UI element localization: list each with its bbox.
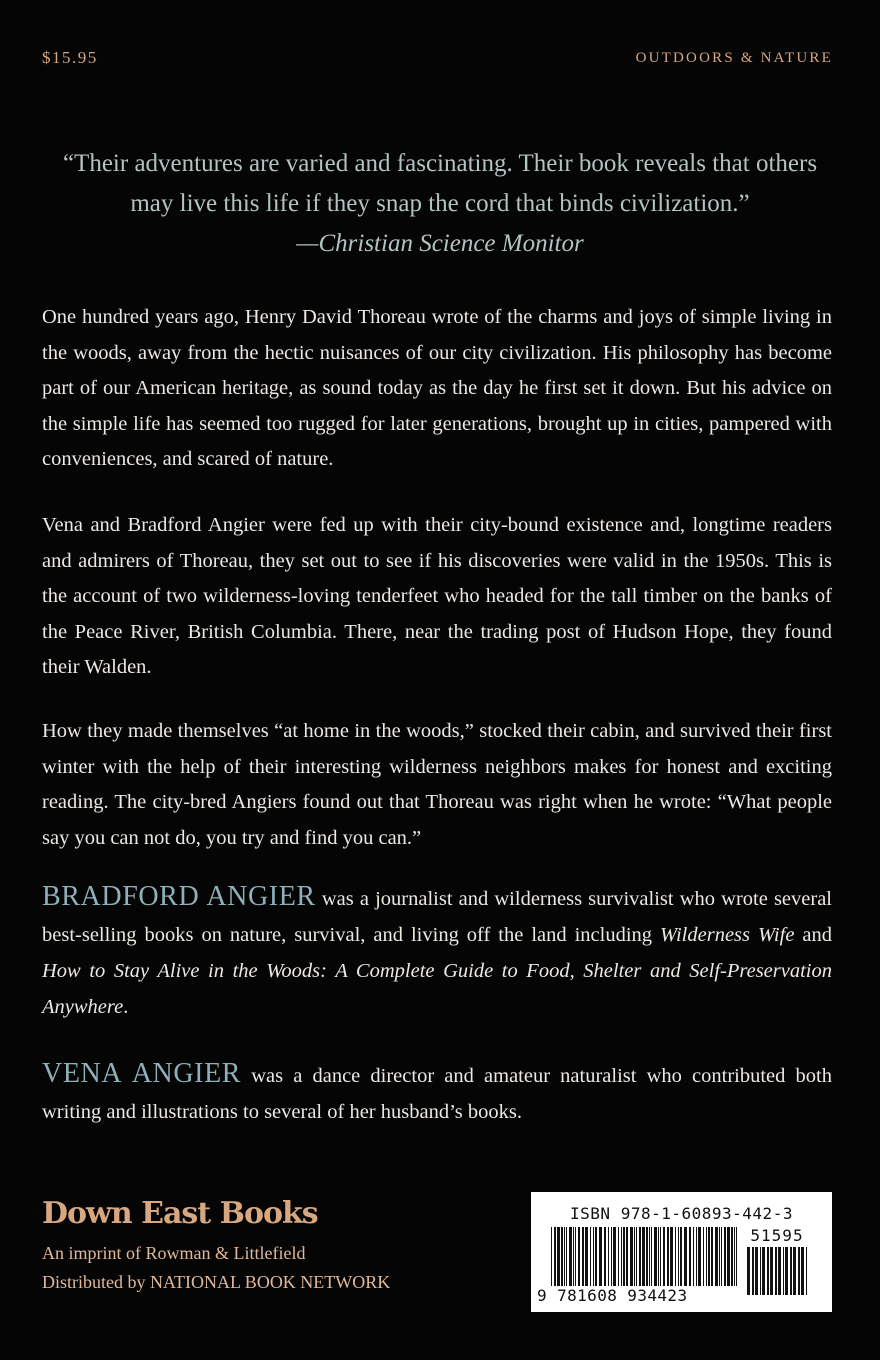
review-blurb	[40, 144, 840, 264]
publisher-imprint: An imprint of Rowman & Littlefield	[42, 1243, 306, 1263]
author-bio-vena	[42, 1056, 832, 1130]
barcode	[531, 1192, 832, 1312]
publisher-block	[42, 1196, 390, 1297]
isbn-label: ISBN 978-1-60893-442-3	[570, 1204, 793, 1223]
price-addon-digits: 51595	[750, 1226, 804, 1245]
blurb-quote: “Their adventures are varied and fascinating. Their book reveals that others may live this life if they snap the cord that binds civilization.”	[62, 150, 818, 217]
bio-text: was a journalist and wilderness survivalist who wrote several best-selling books on nature, survival, and living off the land including	[42, 888, 833, 946]
ean-barcode-bars	[551, 1227, 741, 1289]
description-paragraph-2: Vena and Bradford Angier were fed up with their city-bound existence and, longtime readers and admirers of Thoreau, they set out to see if his discoveries were valid in the 1950s. This is the account of two wilderness-loving tenderfeet who headed for the tall timber on the banks of the Peace River, British Columbia. There, near the trading post of Hudson Hope, they found their Walden.	[42, 514, 832, 678]
author-name-bradford: BRADFORD ANGIER	[42, 881, 316, 912]
book-title: Wilderness Wife	[660, 924, 795, 946]
book-title: How to Stay Alive in the Woods: A Complete Guide to Food, Shelter and Self-Preservation Anywhere	[42, 960, 832, 1018]
author-bio-bradford	[42, 879, 832, 1025]
author-name-vena: VENA ANGIER	[42, 1058, 242, 1089]
price-label: $15.95	[42, 48, 98, 67]
publisher-logo: Down East Books	[42, 1196, 318, 1231]
addon-barcode-bars	[747, 1247, 809, 1295]
bio-text: .	[123, 996, 129, 1018]
blurb-source: —Christian Science Monitor	[296, 230, 584, 257]
description-paragraph-1: One hundred years ago, Henry David Thoreau wrote of the charms and joys of simple living in the woods, away from the hectic nuisances of our city civilization. His philosophy has become part of our American heritage, as sound today as the day he first set it down. But his advice on the simple life has seemed too rugged for later generations, brought up in cities, pampered with conveniences, and scared of nature.	[42, 306, 832, 470]
ean-digits: 9 781608 934423	[537, 1286, 737, 1305]
bio-text: and	[794, 924, 833, 946]
description-paragraph-3: How they made themselves “at home in the woods,” stocked their cabin, and survived their first winter with the help of their interesting wilderness neighbors makes for honest and exciting reading. The city-bred Angiers found out that Thoreau was right when he wrote: “What people say you can not do, you try and find you can.”	[42, 720, 832, 849]
publisher-distributor: Distributed by NATIONAL BOOK NETWORK	[42, 1272, 391, 1292]
category-label: OUTDOORS & NATURE	[635, 50, 833, 66]
bio-text: was a dance director and amateur naturalist who contributed both writing and illustrations to several of her husband’s books.	[42, 1065, 832, 1123]
